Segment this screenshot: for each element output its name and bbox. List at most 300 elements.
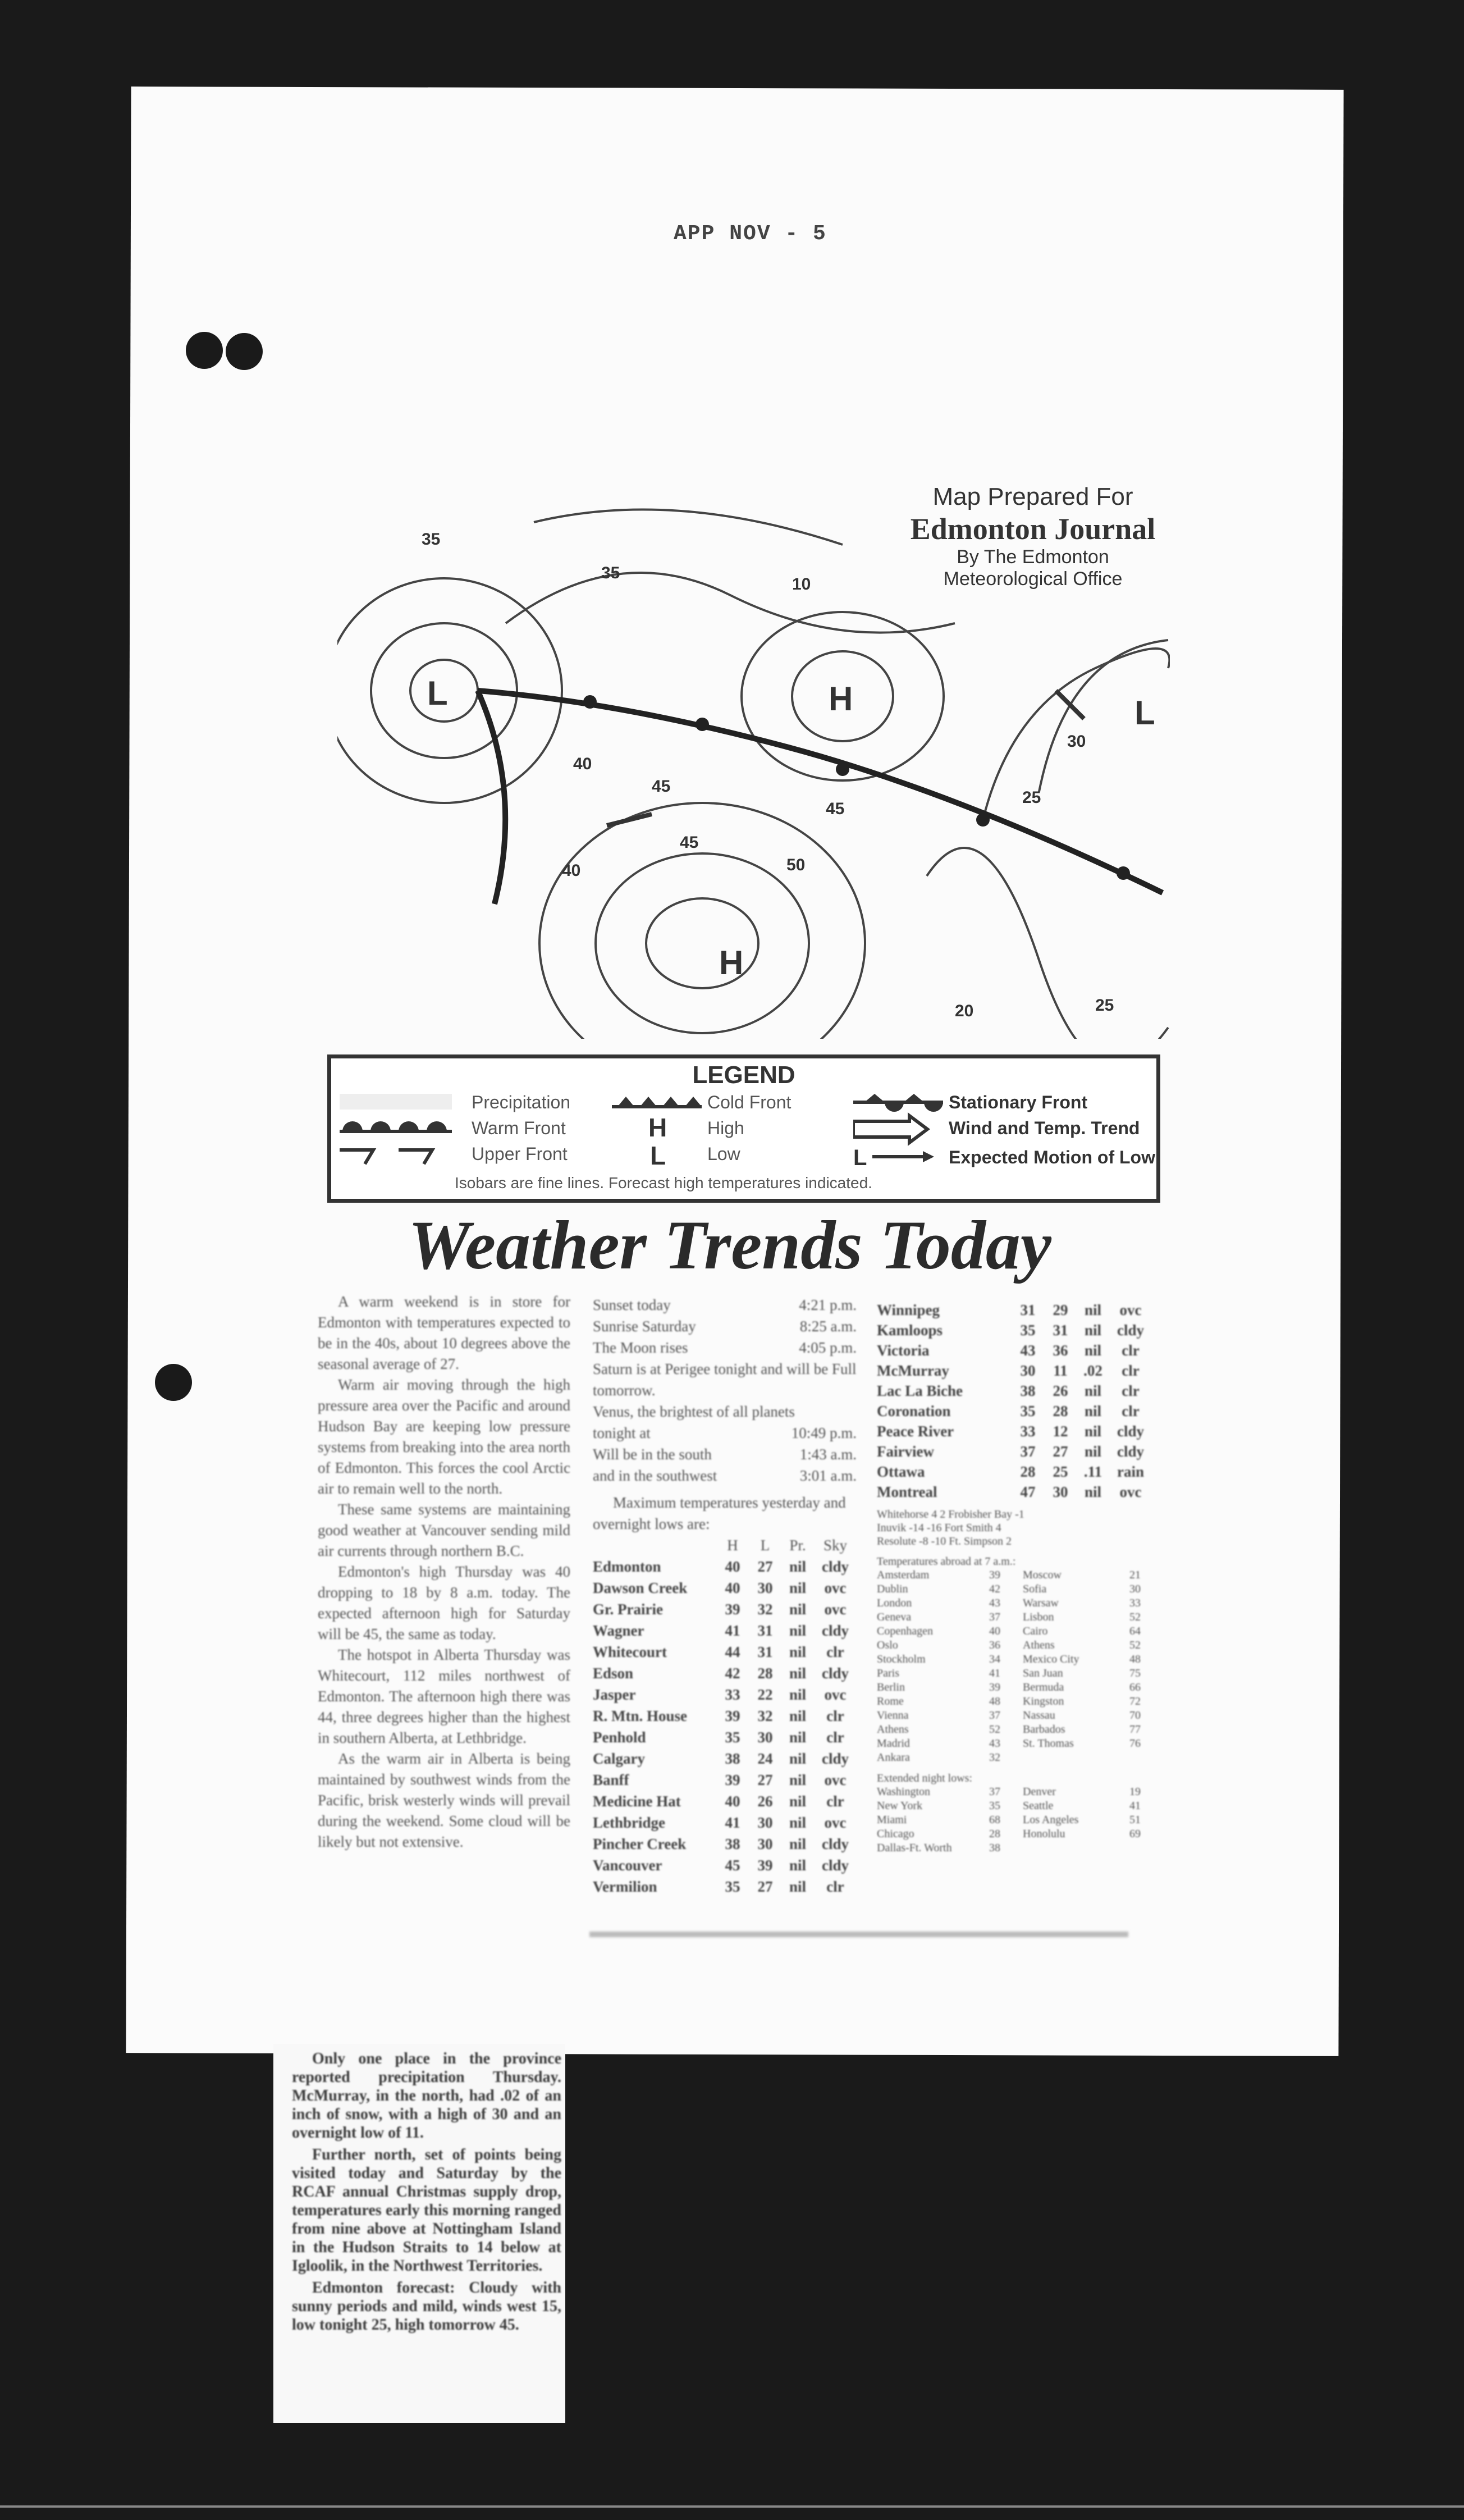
- almanac-time: 4:21 p.m.: [799, 1296, 857, 1313]
- almanac-row: [593, 1422, 857, 1444]
- city-name: Whitecourt: [593, 1644, 667, 1660]
- temperature-value: 28: [757, 1665, 773, 1682]
- temperature-value: nil: [789, 1814, 807, 1831]
- northern-temp-row: Resolute -8 -10 Ft. Simpson 2: [877, 1535, 1012, 1547]
- temperature-value: clr: [826, 1729, 844, 1746]
- city-name: Lac La Biche: [877, 1382, 963, 1399]
- temperature-value: 31: [757, 1644, 773, 1660]
- city-temp-pair: [877, 1841, 1152, 1855]
- temperature-value: 37: [989, 1709, 1000, 1722]
- temperature-value: 75: [1129, 1667, 1141, 1679]
- almanac-time: 1:43 a.m.: [799, 1446, 857, 1463]
- almanac-label: The Moon rises: [593, 1339, 688, 1356]
- temperature-value: 31: [1053, 1322, 1068, 1339]
- temperature-value: 42: [989, 1583, 1000, 1595]
- temperature-row: [593, 1876, 857, 1897]
- city-name: McMurray: [877, 1362, 949, 1379]
- temperature-value: 42: [725, 1665, 740, 1682]
- temperature-value: 31: [1020, 1302, 1036, 1318]
- temperature-value: nil: [789, 1729, 807, 1746]
- city-name: Stockholm: [877, 1653, 926, 1665]
- city-name: [1023, 1751, 1129, 1765]
- city-name: Kamloops: [877, 1322, 943, 1339]
- city-name: Dawson Creek: [593, 1579, 688, 1596]
- city-name: Nassau: [1023, 1709, 1055, 1722]
- temperature-value: 47: [1020, 1483, 1036, 1500]
- city-temp-pair: [877, 1813, 1152, 1827]
- city-name: Chicago: [877, 1828, 914, 1840]
- temperature-value: nil: [789, 1857, 807, 1874]
- city-name: Lisbon: [1023, 1611, 1054, 1623]
- city-name: Berlin: [877, 1681, 905, 1693]
- city-name: Montreal: [877, 1483, 937, 1500]
- legend-warm-front: Warm Front: [472, 1118, 566, 1138]
- moon-note: Saturn is at Perigee tonight and will be Full tomorrow.: [593, 1361, 857, 1399]
- temperature-value: 40: [725, 1558, 740, 1575]
- city-name: Fairview: [877, 1443, 934, 1460]
- city-name: Geneva: [877, 1611, 912, 1623]
- article-paragraph: Only one place in the province reported precipitation Thursday. McMurray, in the north, had .02 of an inch of snow, with a high of 30 and an overnight low of 11.: [292, 2050, 561, 2142]
- temperature-value: 11: [1053, 1362, 1068, 1379]
- article-body: [318, 1291, 570, 1852]
- city-name: Madrid: [877, 1737, 910, 1750]
- temperature-row: [593, 1833, 857, 1855]
- temperature-row: [593, 1556, 857, 1577]
- temperature-row: [593, 1769, 857, 1791]
- temperature-row: [593, 1663, 857, 1684]
- temperature-value: 12: [1053, 1423, 1068, 1440]
- city-name: Washington: [877, 1786, 931, 1798]
- temperature-row: [877, 1361, 1152, 1381]
- city-name: Seattle: [1023, 1800, 1054, 1812]
- almanac-label: tonight at: [593, 1425, 651, 1441]
- temperature-value: 41: [725, 1814, 740, 1831]
- temperature-value: cldy: [821, 1622, 849, 1639]
- column-header: L: [760, 1537, 770, 1554]
- temperature-value: 36: [1053, 1342, 1068, 1359]
- temperature-value: 28: [989, 1828, 1000, 1840]
- temperature-value: 39: [757, 1857, 773, 1874]
- temperature-value: 64: [1129, 1625, 1141, 1637]
- temperature-value: nil: [789, 1708, 807, 1724]
- temperature-value: nil: [1084, 1302, 1102, 1318]
- map-credit-line: Map Prepared For: [932, 483, 1133, 510]
- temperature-row: [877, 1401, 1152, 1421]
- temperature-value: nil: [1084, 1403, 1102, 1419]
- column-rule: [589, 1932, 1128, 1937]
- city-name: Sofia: [1023, 1583, 1047, 1595]
- city-temp-pair: [877, 1610, 1152, 1624]
- temperature-row: [877, 1381, 1152, 1401]
- temperature-value: 38: [725, 1750, 740, 1767]
- precipitation-icon: [340, 1094, 452, 1110]
- temperature-value: 39: [725, 1708, 740, 1724]
- city-name: Moscow: [1023, 1569, 1062, 1581]
- city-temp-pair: [877, 1737, 1152, 1751]
- legend-low: Low: [707, 1144, 740, 1164]
- archive-stamp: APP NOV - 5: [674, 222, 827, 246]
- wind-trend-icon: [853, 1116, 927, 1143]
- temperature-value: cldy: [821, 1857, 849, 1874]
- column-header: Pr.: [789, 1537, 806, 1554]
- temperature-value: 39: [725, 1772, 740, 1788]
- temperature-value: nil: [1084, 1382, 1102, 1399]
- temperature-row: [877, 1320, 1152, 1340]
- map-temp-label: 25: [1095, 996, 1114, 1015]
- legend-symbols-right: [853, 1092, 943, 1171]
- temperature-value: clr: [826, 1793, 844, 1810]
- temperature-value: 28: [1020, 1463, 1036, 1480]
- city-name: Ankara: [877, 1751, 910, 1764]
- temperature-value: 34: [989, 1653, 1000, 1665]
- temperature-value: nil: [789, 1644, 807, 1660]
- extended-title: Extended night lows:: [877, 1772, 972, 1784]
- map-temp-label: 45: [826, 800, 845, 818]
- city-name: Miami: [877, 1814, 907, 1826]
- temperature-row: [593, 1748, 857, 1769]
- temperature-value: 33: [725, 1686, 740, 1703]
- temperature-value: 19: [1129, 1786, 1141, 1798]
- wind-trend-arrow: [607, 814, 652, 825]
- temperature-value: ovc: [824, 1772, 847, 1788]
- legend-symbols-left: [337, 1091, 460, 1170]
- temperature-value: 35: [1020, 1403, 1036, 1419]
- isobar: [596, 853, 809, 1033]
- city-name: San Juan: [1023, 1667, 1063, 1679]
- temperature-value: cldy: [1117, 1443, 1144, 1460]
- temperature-value: nil: [789, 1836, 807, 1852]
- temperature-value: 31: [757, 1622, 773, 1639]
- temperature-value: rain: [1117, 1463, 1144, 1480]
- temperature-row: [593, 1812, 857, 1833]
- low-motion-icon: [853, 1145, 934, 1170]
- temperature-value: 66: [1129, 1681, 1141, 1693]
- map-temp-label: 25: [1022, 788, 1041, 807]
- temperature-value: nil: [789, 1772, 807, 1788]
- almanac-row: [593, 1294, 857, 1316]
- temperature-value: ovc: [824, 1686, 847, 1703]
- temps-header: [593, 1535, 857, 1556]
- temperature-value: nil: [1084, 1322, 1102, 1339]
- city-name: Los Angeles: [1023, 1814, 1079, 1826]
- temperature-value: nil: [789, 1750, 807, 1767]
- temperature-value: 30: [757, 1579, 773, 1596]
- temperature-row: [593, 1791, 857, 1812]
- map-temp-label: 30: [1067, 732, 1086, 751]
- temperature-value: 39: [989, 1569, 1000, 1581]
- temperature-value: 39: [989, 1681, 1000, 1693]
- temperature-value: 32: [757, 1601, 773, 1618]
- temperature-value: 24: [757, 1750, 773, 1767]
- temperature-value: 38: [1020, 1382, 1036, 1399]
- northern-temp-row: Whitehorse 4 2 Frobisher Bay -1: [877, 1508, 1024, 1521]
- map-credit-line: By The Edmonton: [957, 546, 1109, 568]
- temperature-row: [877, 1421, 1152, 1441]
- city-name: New York: [877, 1800, 923, 1812]
- almanac-row: [593, 1444, 857, 1465]
- punch-hole: [155, 1364, 192, 1401]
- city-temp-pair: [877, 1785, 1152, 1799]
- temperature-value: 40: [725, 1793, 740, 1810]
- city-name: Oslo: [877, 1639, 898, 1651]
- temperature-value: 43: [1020, 1342, 1036, 1359]
- temperature-row: [593, 1599, 857, 1620]
- temperature-value: nil: [789, 1579, 807, 1596]
- temperature-value: 30: [757, 1836, 773, 1852]
- city-name: Wagner: [593, 1622, 644, 1639]
- temperature-value: 30: [1053, 1483, 1068, 1500]
- legend-footnote: Isobars are fine lines. Forecast high temperatures indicated.: [455, 1174, 872, 1191]
- city-name: Pincher Creek: [593, 1836, 687, 1852]
- low-marker: L: [427, 674, 448, 712]
- article-paragraph: Warm air moving through the high pressure area over the Pacific and around Hudson Bay are keeping low pressure systems from breaking into the area north of Edmonton. This forces the cool Arctic air to remain well to the north.: [318, 1376, 570, 1497]
- column-header: H: [727, 1537, 738, 1554]
- temperature-value: 36: [989, 1639, 1000, 1651]
- temperature-value: 35: [725, 1878, 740, 1895]
- temperature-row: [877, 1340, 1152, 1361]
- almanac-label: Sunrise Saturday: [593, 1318, 696, 1335]
- punch-hole: [186, 332, 223, 369]
- city-name: Calgary: [593, 1750, 645, 1767]
- city-name: Jasper: [593, 1686, 636, 1703]
- temperature-value: 76: [1129, 1737, 1141, 1750]
- temperature-value: 33: [1020, 1423, 1036, 1440]
- edmonton-forecast: Edmonton forecast: Cloudy with sunny periods and mild, winds west 15, low tonight 25, high tomorrow 45.: [292, 2279, 561, 2334]
- temperature-value: 32: [757, 1708, 773, 1724]
- temperature-value: ovc: [1119, 1483, 1142, 1500]
- high-marker: H: [719, 944, 744, 981]
- map-credit: [893, 483, 1173, 590]
- cold-front-icon: [612, 1094, 702, 1111]
- map-credit-line: Meteorological Office: [943, 568, 1123, 590]
- temperature-row: [593, 1705, 857, 1727]
- temperature-value: [1129, 1841, 1152, 1855]
- wind-trend-arrow: [1056, 691, 1084, 719]
- city-temp-pair: [877, 1638, 1152, 1652]
- temperature-row: [593, 1855, 857, 1876]
- article-paragraph: A warm weekend is in store for Edmonton with temperatures expected to be in the 40s, about 10 degrees above the seasonal average of 27.: [318, 1293, 570, 1372]
- city-temp-pair: [877, 1681, 1152, 1695]
- city-name: Vermilion: [593, 1878, 657, 1895]
- temperature-value: 38: [989, 1842, 1000, 1854]
- city-name: Denver: [1023, 1786, 1056, 1798]
- temperature-value: 68: [989, 1814, 1000, 1826]
- isobar: [539, 803, 865, 1039]
- temperature-value: 26: [757, 1793, 773, 1810]
- city-name: Victoria: [877, 1342, 930, 1359]
- temperature-value: 51: [1129, 1814, 1141, 1826]
- temperature-value: .02: [1083, 1362, 1102, 1379]
- city-temp-pair: [877, 1723, 1152, 1737]
- temperature-row: [593, 1727, 857, 1748]
- film-edge: [0, 2505, 1464, 2508]
- map-temp-label: 40: [562, 861, 581, 880]
- warm-front-icon: [340, 1121, 452, 1131]
- legend-cold-front: Cold Front: [707, 1092, 792, 1112]
- city-name: Paris: [877, 1667, 899, 1679]
- temps-intro: Maximum temperatures yesterday and overnight lows are:: [593, 1494, 846, 1532]
- temperature-value: nil: [789, 1558, 807, 1575]
- city-temp-pair: [877, 1582, 1152, 1596]
- almanac-row: [593, 1337, 857, 1358]
- temperature-value: 21: [1129, 1569, 1141, 1581]
- temperature-value: 40: [989, 1625, 1000, 1637]
- city-name: Banff: [593, 1772, 629, 1788]
- temperature-value: 37: [989, 1786, 1000, 1798]
- map-temp-label: 35: [601, 564, 620, 582]
- almanac-label: and in the southwest: [593, 1467, 717, 1484]
- temperature-value: 38: [725, 1836, 740, 1852]
- city-name: Barbados: [1023, 1723, 1065, 1736]
- punch-hole: [226, 333, 263, 370]
- map-legend: [327, 1054, 1160, 1203]
- article-paragraph: As the warm air in Alberta is being maintained by southwest winds from the Pacific, brisk westerly winds will prevail during the weekend. Some cloud will be likely but not extensive.: [318, 1750, 570, 1850]
- temperature-value: 25: [1053, 1463, 1068, 1480]
- map-temp-label: 45: [680, 833, 699, 852]
- temperature-value: 43: [989, 1737, 1000, 1750]
- temperature-value: 30: [1020, 1362, 1036, 1379]
- city-name: Honolulu: [1023, 1828, 1065, 1840]
- temperature-value: nil: [1084, 1423, 1102, 1440]
- legend-upper-front: Upper Front: [472, 1144, 568, 1164]
- city-temp-pair: [877, 1568, 1152, 1582]
- temperature-value: clr: [1122, 1403, 1140, 1419]
- temperature-value: 37: [1020, 1443, 1036, 1460]
- city-temp-pair: [877, 1695, 1152, 1709]
- almanac-time: 4:05 p.m.: [799, 1339, 857, 1356]
- temperature-value: [1129, 1751, 1152, 1765]
- city-temp-pair: [877, 1709, 1152, 1723]
- city-name: Copenhagen: [877, 1625, 933, 1637]
- temperature-row: [877, 1482, 1152, 1502]
- temperature-value: ovc: [824, 1814, 847, 1831]
- article-paragraph: Edmonton's high Thursday was 40 dropping to 18 by 8 a.m. today. The expected afternoon high for Saturday will be 45, the same as today.: [318, 1563, 570, 1642]
- temperature-value: nil: [789, 1622, 807, 1639]
- legend-wind-trend: Wind and Temp. Trend: [949, 1118, 1140, 1138]
- city-name: Ottawa: [877, 1463, 925, 1480]
- temperature-value: cldy: [821, 1665, 849, 1682]
- temperature-row: [877, 1300, 1152, 1320]
- temperature-value: 41: [1129, 1800, 1141, 1812]
- temperature-value: ovc: [824, 1601, 847, 1618]
- temperature-value: ovc: [1119, 1302, 1142, 1318]
- city-name: St. Thomas: [1023, 1737, 1074, 1750]
- temperature-value: 27: [757, 1772, 773, 1788]
- stationary-front-icon: [853, 1094, 943, 1112]
- city-name: Cairo: [1023, 1625, 1048, 1637]
- temperature-row: [593, 1684, 857, 1705]
- city-name: Lethbridge: [593, 1814, 666, 1831]
- city-name: [1023, 1841, 1129, 1855]
- temperature-value: 45: [725, 1857, 740, 1874]
- temps-continued: [877, 1300, 1152, 1855]
- city-name: Coronation: [877, 1403, 951, 1419]
- high-symbol: H: [648, 1113, 667, 1142]
- temperature-value: clr: [826, 1644, 844, 1660]
- city-name: Edmonton: [593, 1558, 661, 1575]
- temperature-value: 72: [1129, 1695, 1141, 1708]
- temperature-row: [593, 1641, 857, 1663]
- map-temp-label: 50: [786, 856, 806, 874]
- temperature-value: ovc: [824, 1579, 847, 1596]
- city-temp-pair: [877, 1652, 1152, 1667]
- temperature-value: 29: [1053, 1302, 1068, 1318]
- article-paragraph: These same systems are maintaining good weather at Vancouver sending mild air currents through northern B.C.: [318, 1501, 570, 1559]
- map-temp-label: 20: [955, 1002, 974, 1020]
- temperature-value: 43: [989, 1597, 1000, 1609]
- map-temp-label: 35: [422, 530, 441, 549]
- almanac-row: [593, 1465, 857, 1486]
- map-temp-label: 45: [652, 777, 671, 796]
- svg-text:L: L: [853, 1145, 867, 1170]
- column-header: Sky: [823, 1537, 848, 1554]
- almanac-time: 8:25 a.m.: [799, 1318, 857, 1335]
- high-marker: H: [829, 680, 853, 718]
- city-name: Dublin: [877, 1583, 908, 1595]
- temperature-row: [877, 1462, 1152, 1482]
- city-name: Athens: [877, 1723, 909, 1736]
- temperature-value: 27: [1053, 1443, 1068, 1460]
- city-temp-pair: [877, 1667, 1152, 1681]
- temperature-value: nil: [789, 1601, 807, 1618]
- city-temp-pair: [877, 1827, 1152, 1841]
- low-symbol: L: [650, 1141, 666, 1170]
- isobar: [506, 573, 955, 633]
- northern-temps: [877, 1508, 1152, 1548]
- temperature-value: nil: [789, 1686, 807, 1703]
- temperature-value: nil: [1084, 1483, 1102, 1500]
- temperature-value: nil: [1084, 1443, 1102, 1460]
- city-name: Penhold: [593, 1729, 646, 1746]
- temperature-value: 22: [757, 1686, 773, 1703]
- temperature-value: 32: [989, 1751, 1000, 1764]
- almanac-time: 10:49 p.m.: [791, 1425, 857, 1441]
- city-name: Athens: [1023, 1639, 1055, 1651]
- almanac-and-temps: [593, 1294, 857, 1897]
- temperature-value: 41: [725, 1622, 740, 1639]
- city-temp-pair: [877, 1799, 1152, 1813]
- temperature-value: 48: [1129, 1653, 1141, 1665]
- temperature-value: 52: [1129, 1611, 1141, 1623]
- temperature-value: clr: [1122, 1382, 1140, 1399]
- article-continuation: [292, 2049, 561, 2338]
- city-name: Peace River: [877, 1423, 954, 1440]
- legend-low-motion: Expected Motion of Low: [949, 1147, 1155, 1167]
- temperature-value: clr: [1122, 1362, 1140, 1379]
- city-name: Kingston: [1023, 1695, 1064, 1708]
- temperature-value: cldy: [1117, 1322, 1144, 1339]
- city-name: Winnipeg: [877, 1302, 940, 1318]
- legend-high: High: [707, 1118, 744, 1138]
- temperature-value: 48: [989, 1695, 1000, 1708]
- temperature-value: 27: [757, 1878, 773, 1895]
- temperature-value: 70: [1129, 1709, 1141, 1722]
- temperature-value: 27: [757, 1558, 773, 1575]
- temperature-value: clr: [826, 1708, 844, 1724]
- temperature-value: cldy: [821, 1558, 849, 1575]
- temperature-value: 35: [725, 1729, 740, 1746]
- city-name: Vienna: [877, 1709, 909, 1722]
- almanac-label: Sunset today: [593, 1296, 671, 1313]
- temperature-value: clr: [826, 1878, 844, 1895]
- isobar: [534, 510, 843, 545]
- city-temp-pair: [877, 1751, 1152, 1765]
- city-name: Rome: [877, 1695, 904, 1708]
- temperature-value: 35: [989, 1800, 1000, 1812]
- temperature-value: 69: [1129, 1828, 1141, 1840]
- article-headline: Weather Trends Today: [408, 1207, 1051, 1284]
- planet-line: Venus, the brightest of all planets: [593, 1403, 795, 1420]
